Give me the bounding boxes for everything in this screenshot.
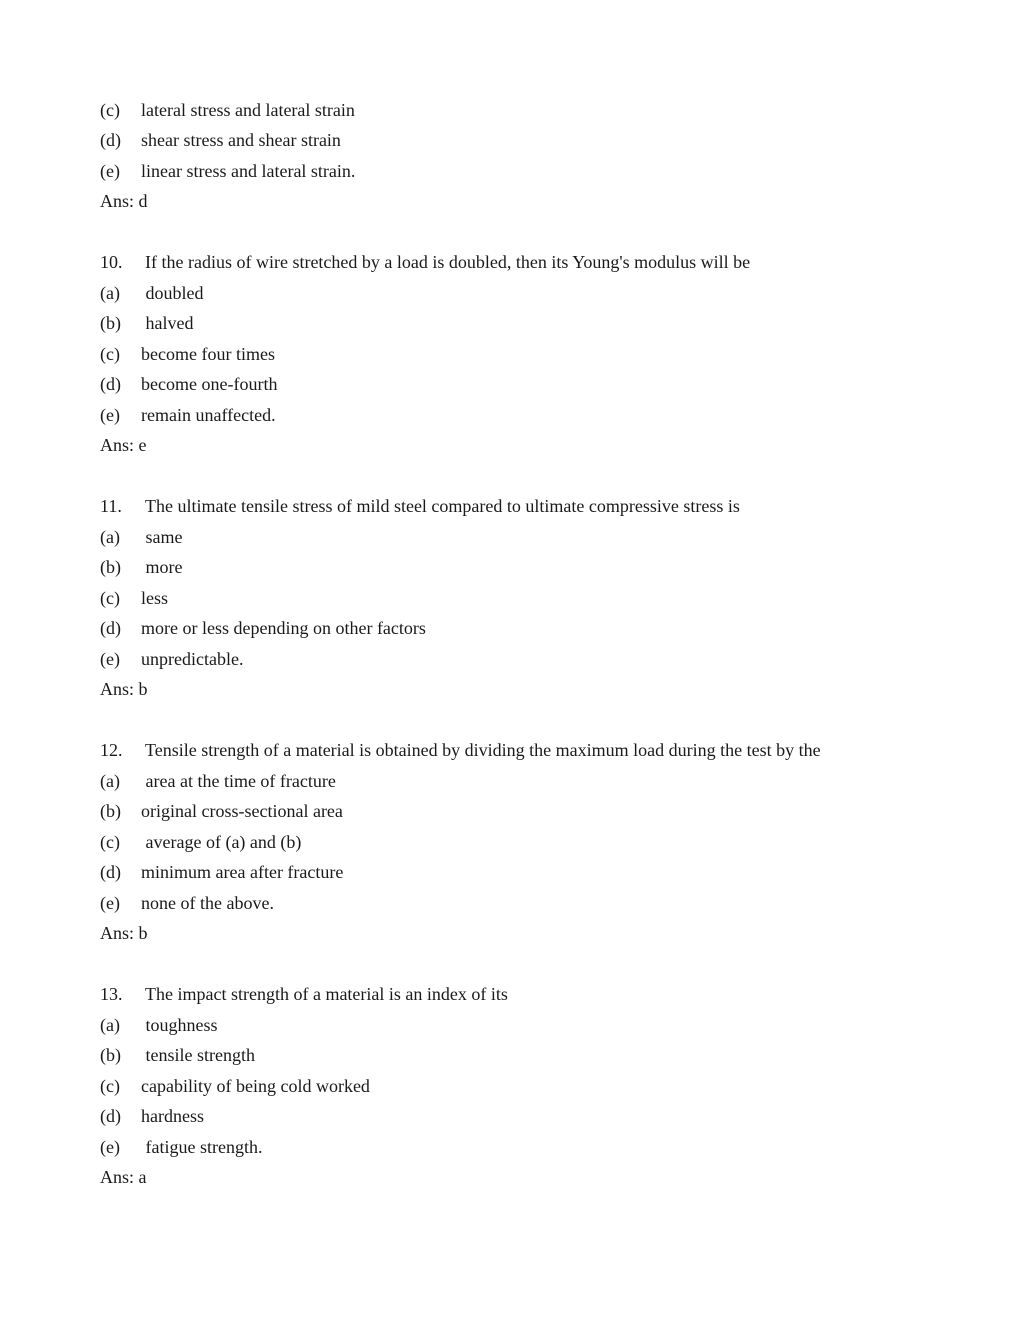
option-label: (a) [100, 527, 120, 547]
option-line [100, 1135, 262, 1159]
option-text: same [141, 527, 183, 547]
option-line [100, 1074, 370, 1098]
option-line [100, 891, 274, 915]
option-line [100, 403, 276, 427]
option-text: doubled [141, 283, 204, 303]
option-line [100, 128, 341, 152]
option-line [100, 281, 204, 305]
option-line [100, 311, 193, 335]
question-number: 11. [100, 496, 122, 516]
answer-line: Ans: d [100, 191, 148, 211]
option-label: (d) [100, 130, 121, 150]
option-text: more [141, 557, 183, 577]
option-label: (e) [100, 649, 120, 669]
option-line [100, 525, 182, 549]
option-text: capability of being cold worked [141, 1076, 370, 1096]
question-text: The impact strength of a material is an index of its [145, 984, 508, 1004]
option-label: (a) [100, 771, 120, 791]
option-label: (e) [100, 1137, 120, 1157]
answer-line: Ans: b [100, 679, 148, 699]
option-line [100, 616, 426, 640]
option-line [100, 1043, 255, 1067]
option-line [100, 769, 336, 793]
question-line [100, 250, 750, 274]
answer-line: Ans: a [100, 1167, 147, 1187]
option-label: (c) [100, 832, 120, 852]
option-label: (b) [100, 1045, 121, 1065]
question-text: If the radius of wire stretched by a load is doubled, then its Young's modulus will be [145, 252, 751, 272]
option-label: (a) [100, 283, 120, 303]
question-line [100, 982, 508, 1006]
option-label: (d) [100, 374, 121, 394]
option-label: (d) [100, 862, 121, 882]
option-text: more or less depending on other factors [141, 618, 426, 638]
option-label: (c) [100, 344, 120, 364]
question-number: 12. [100, 740, 123, 760]
question-text: The ultimate tensile stress of mild steel compared to ultimate compressive stress is [145, 496, 740, 516]
option-line [100, 1104, 204, 1128]
option-line [100, 372, 277, 396]
option-label: (d) [100, 618, 121, 638]
option-line [100, 555, 182, 579]
option-text: none of the above. [141, 893, 274, 913]
question-text: Tensile strength of a material is obtained by dividing the maximum load during the test by the [145, 740, 821, 760]
option-line [100, 159, 355, 183]
option-text: fatigue strength. [141, 1137, 263, 1157]
option-line [100, 647, 243, 671]
option-label: (e) [100, 161, 120, 181]
option-label: (e) [100, 405, 120, 425]
answer-line: Ans: b [100, 923, 148, 943]
question-number: 10. [100, 252, 123, 272]
option-line [100, 799, 343, 823]
option-label: (c) [100, 100, 120, 120]
option-text: area at the time of fracture [141, 771, 336, 791]
option-line [100, 586, 168, 610]
option-line [100, 830, 301, 854]
option-text: average of (a) and (b) [141, 832, 302, 852]
question-line [100, 494, 740, 518]
option-text: remain unaffected. [141, 405, 276, 425]
answer-line: Ans: e [100, 435, 147, 455]
question-number: 13. [100, 984, 123, 1004]
option-label: (c) [100, 588, 120, 608]
option-text: toughness [141, 1015, 218, 1035]
option-text: original cross-sectional area [141, 801, 343, 821]
option-line [100, 98, 355, 122]
option-label: (b) [100, 313, 121, 333]
option-line [100, 1013, 218, 1037]
option-text: less [141, 588, 168, 608]
option-text: become four times [141, 344, 275, 364]
option-label: (d) [100, 1106, 121, 1126]
option-text: lateral stress and lateral strain [141, 100, 355, 120]
option-label: (c) [100, 1076, 120, 1096]
option-line [100, 860, 343, 884]
question-line [100, 738, 821, 762]
option-text: become one-fourth [141, 374, 278, 394]
option-text: hardness [141, 1106, 204, 1126]
option-label: (b) [100, 557, 121, 577]
option-text: minimum area after fracture [141, 862, 344, 882]
option-text: unpredictable. [141, 649, 244, 669]
option-label: (b) [100, 801, 121, 821]
option-label: (e) [100, 893, 120, 913]
option-label: (a) [100, 1015, 120, 1035]
option-text: halved [141, 313, 194, 333]
option-text: shear stress and shear strain [141, 130, 341, 150]
option-text: tensile strength [141, 1045, 255, 1065]
option-text: linear stress and lateral strain. [141, 161, 356, 181]
option-line [100, 342, 275, 366]
